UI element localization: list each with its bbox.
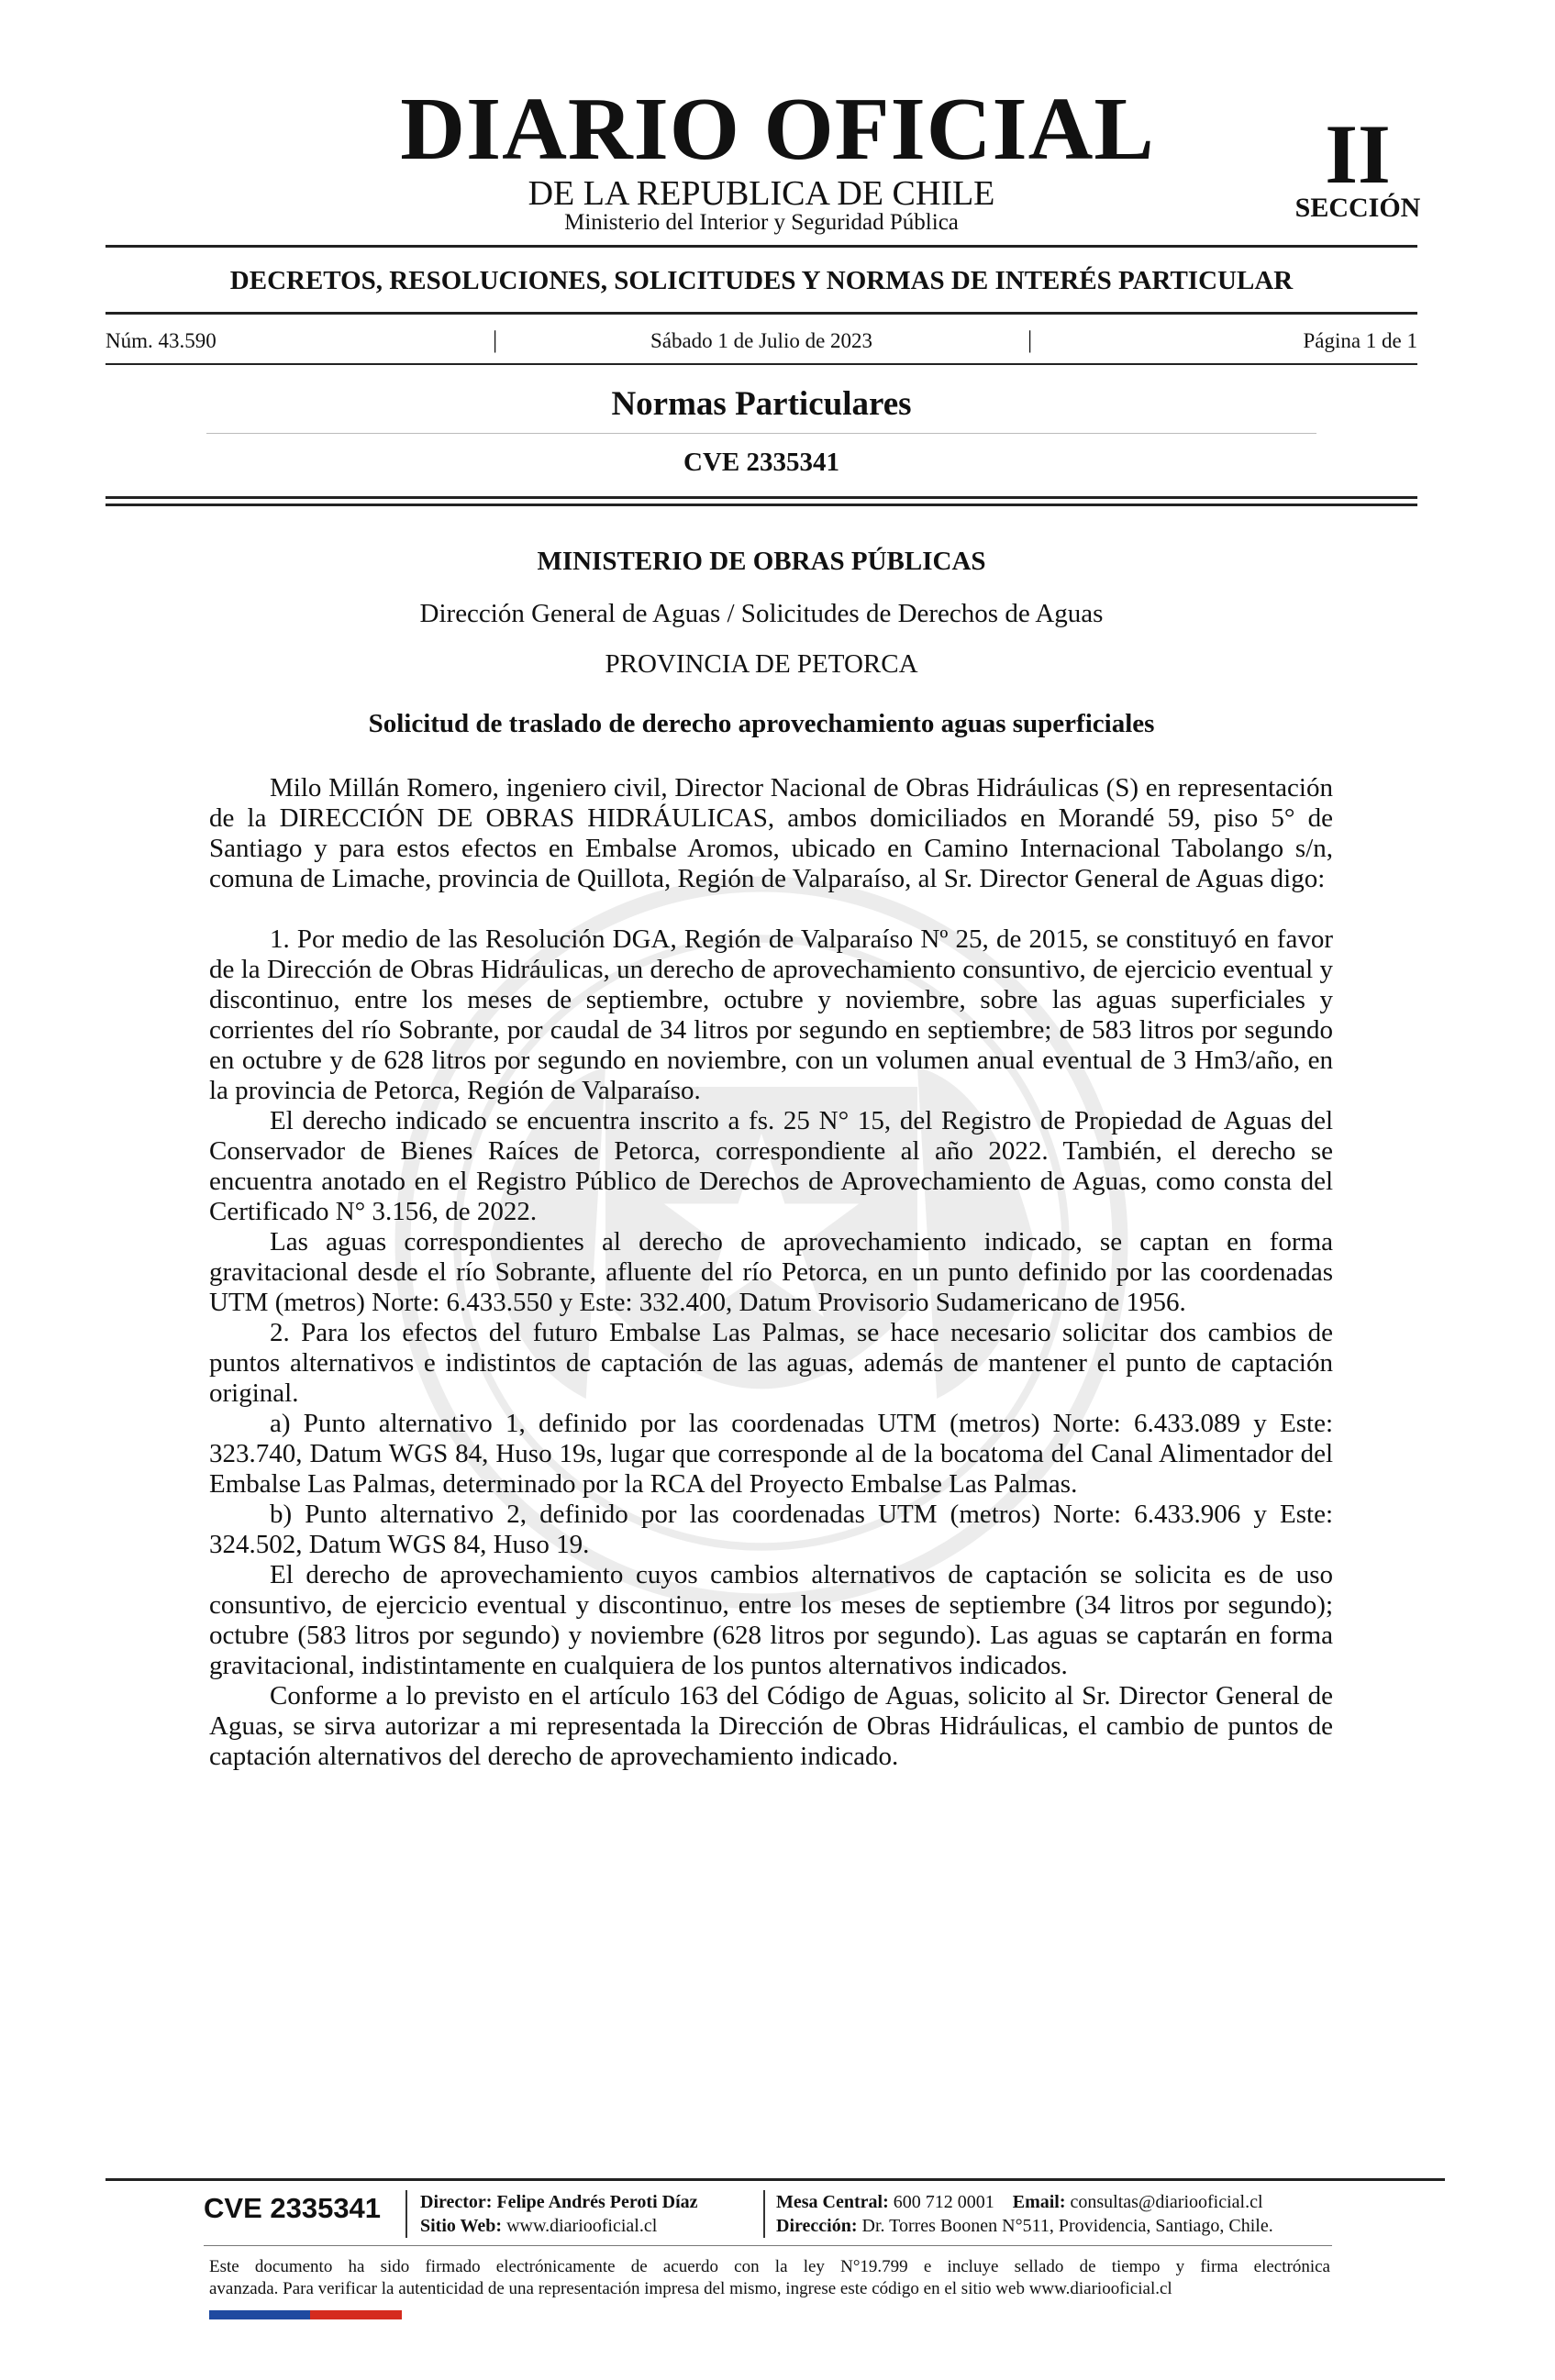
issue-date: Sábado 1 de Julio de 2023 xyxy=(650,329,873,352)
issue-info-row xyxy=(106,327,1417,358)
body-paragraph: b) Punto alternativo 2, definido por las coordenadas UTM (metros) Norte: 6.433.906 y Este: 324.502, Datum WGS 84, Huso 19. xyxy=(209,1500,1333,1559)
flag-stripe-red xyxy=(310,2310,402,2319)
newspaper-subtitle: DE LA REPUBLICA DE CHILE xyxy=(528,174,995,213)
footer-director-block xyxy=(420,2190,698,2238)
newspaper-ministry: Ministerio del Interior y Seguridad Pública xyxy=(564,210,959,235)
phone-label: Mesa Central: xyxy=(776,2192,889,2212)
website-link[interactable]: www.diariooficial.cl xyxy=(506,2216,658,2236)
body-paragraph: 1. Por medio de las Resolución DGA, Región de Valparaíso Nº 25, de 2015, se constituyó en favor de la Dirección de Obras Hidráulicas, un derecho de aprovechamiento consuntivo, de ejercicio eventual y discontinuo, entre los meses de septiembre, octubre y noviembre, sobre las aguas superficiales y corrientes del río Sobrante, por caudal de 34 litros por segundo en septiembre; de 583 litros por segundo en octubre y de 628 litros por segundo en noviembre, con un volumen anual eventual de 3 Hm3/año, en la provincia de Petorca, Región de Valparaíso. xyxy=(209,924,1333,1105)
category-title: Normas Particulares xyxy=(611,385,912,423)
body-paragraph: El derecho indicado se encuentra inscrito a fs. 25 N° 15, del Registro de Propiedad de Aguas del Conservador de Bienes Raíces de Petorca, correspondiente al año 2022. También, el derecho se encuentra anotado en el Registro Público de Derechos de Aprovechamiento de Aguas, como consta del Certificado N° 3.156, de 2022. xyxy=(209,1106,1333,1226)
document-ministry: MINISTERIO DE OBRAS PÚBLICAS xyxy=(537,547,986,576)
flag-stripe-blue xyxy=(209,2310,310,2319)
address-value: Dr. Torres Boonen N°511, Providencia, Santiago, Chile. xyxy=(861,2216,1273,2236)
director-name: Felipe Andrés Peroti Díaz xyxy=(496,2192,698,2212)
phone-number: 600 712 0001 xyxy=(893,2192,994,2212)
body-paragraph: Conforme a lo previsto en el artículo 163 del Código de Aguas, solicito al Sr. Director General de Aguas, se sirva autorizar a mi representada la Dirección de Obras Hidráulicas, el cambio de puntos de captación alternativos del derecho de aprovechamiento indicado. xyxy=(209,1681,1333,1771)
issue-number: Núm. 43.590 xyxy=(106,329,217,352)
footer-legal-notice xyxy=(209,2256,1330,2300)
footer-divider xyxy=(106,2178,1445,2181)
legal-line: avanzada. Para verificar la autenticidad de una representación impresa del mismo, ingrese este código en el sitio web www.diariooficial.cl xyxy=(209,2279,1172,2298)
footer-cve-code: CVE 2335341 xyxy=(204,2192,382,2224)
masthead-divider xyxy=(106,245,1417,248)
web-label: Sitio Web: xyxy=(420,2216,503,2236)
document-title: Solicitud de traslado de derecho aprovechamiento aguas superficiales xyxy=(368,709,1155,738)
section-label: SECCIÓN xyxy=(1294,193,1421,223)
cve-divider-bottom xyxy=(106,504,1417,506)
address-label: Dirección: xyxy=(776,2216,858,2236)
director-label: Director: xyxy=(420,2192,493,2212)
email-label: Email: xyxy=(1012,2192,1066,2212)
info-separator: | xyxy=(1027,327,1033,353)
document-department: Dirección General de Aguas / Solicitudes de Derechos de Aguas xyxy=(419,599,1104,628)
body-paragraph: Las aguas correspondientes al derecho de aprovechamiento indicado, se captan en forma gravitacional desde el río Sobrante, afluente del río Petorca, en un punto definido por las coordenadas UTM (metros) Norte: 6.433.550 y Este: 332.400, Datum Provisorio Sudamericano de 1956. xyxy=(209,1227,1333,1317)
document-body xyxy=(209,773,1333,1772)
cve-divider-top xyxy=(106,496,1417,499)
info-divider xyxy=(106,363,1417,365)
section-number: II xyxy=(1325,107,1391,201)
body-paragraph: El derecho de aprovechamiento cuyos cambios alternativos de captación se solicita es de uso consuntivo, de ejercicio eventual y discontinuo, entre los meses de septiembre (34 litros por segundo); octubre (583 litros por segundo) y noviembre (628 litros por segundo). Las aguas se captarán en forma gravitacional, indistintamente en cualquiera de los puntos alternativos indicados. xyxy=(209,1560,1333,1680)
footer-separator xyxy=(763,2190,765,2238)
footer-contact-block xyxy=(776,2190,1273,2238)
body-paragraph: 2. Para los efectos del futuro Embalse Las Palmas, se hace necesario solicitar dos cambios de puntos alternativos e indistintos de captación de las aguas, además de mantener el punto de captación original. xyxy=(209,1318,1333,1408)
cve-code: CVE 2335341 xyxy=(683,448,839,477)
document-province: PROVINCIA DE PETORCA xyxy=(605,649,918,679)
body-paragraph: Milo Millán Romero, ingeniero civil, Director Nacional de Obras Hidráulicas (S) en representación de la DIRECCIÓN DE OBRAS HIDRÁULICAS, ambos domiciliados en Morandé 59, piso 5° de Santiago y para estos efectos en Embalse Aromos, ubicado en Camino Internacional Tabolango s/n, comuna de Limache, provincia de Quillota, Región de Valparaíso, al Sr. Director General de Aguas digo: xyxy=(209,773,1333,893)
section-heading: DECRETOS, RESOLUCIONES, SOLICITUDES Y NORMAS DE INTERÉS PARTICULAR xyxy=(229,266,1294,295)
legal-line: Este documento ha sido firmado electrónicamente de acuerdo con la ley N°19.799 e incluye sellado de tiempo y firma electrónica xyxy=(209,2257,1330,2276)
footer-legal-divider xyxy=(204,2245,1332,2246)
newspaper-title: DIARIO OFICIAL xyxy=(400,80,1155,179)
footer-separator xyxy=(405,2190,407,2238)
info-separator: | xyxy=(493,327,498,353)
email-link[interactable]: consultas@diariooficial.cl xyxy=(1070,2192,1263,2212)
body-paragraph: a) Punto alternativo 1, definido por las coordenadas UTM (metros) Norte: 6.433.089 y Este: 323.740, Datum WGS 84, Huso 19s, lugar que corresponde al de la bocatoma del Canal Alimentador del Embalse Las Palmas, determinado por la RCA del Proyecto Embalse Las Palmas. xyxy=(209,1409,1333,1499)
page-indicator: Página 1 de 1 xyxy=(1303,329,1417,352)
heading-divider xyxy=(106,312,1417,315)
category-divider xyxy=(206,433,1316,434)
